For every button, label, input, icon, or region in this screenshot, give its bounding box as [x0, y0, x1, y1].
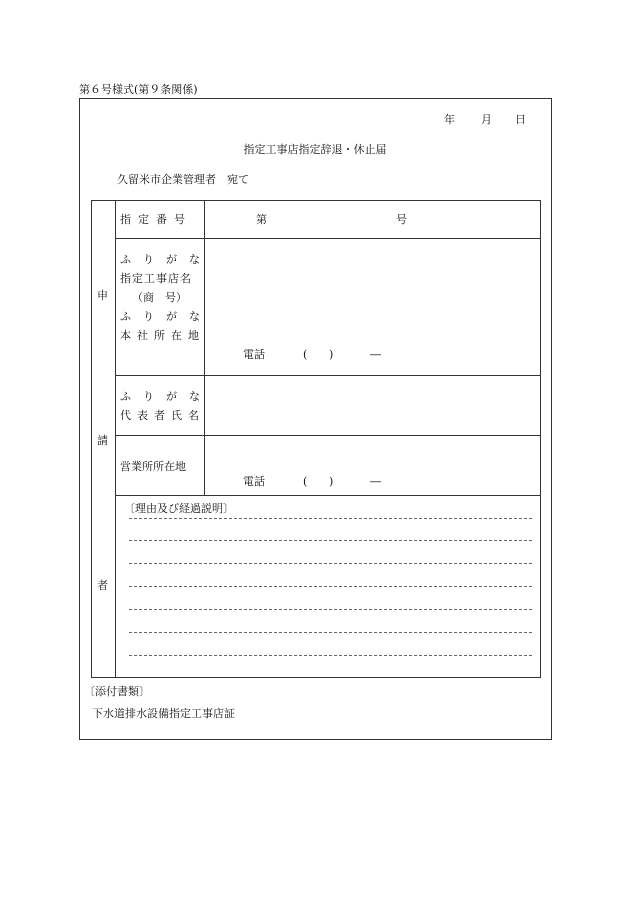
- applicant-column-divider: [115, 200, 116, 678]
- table-left-border: [91, 200, 92, 678]
- head-office-phone-dash: ―: [370, 348, 381, 361]
- applicant-label-char-2: 請: [97, 434, 108, 447]
- branch-office-phone-dash: ―: [370, 475, 381, 488]
- attachments-item: 下水道排水設備指定工事店証: [92, 707, 235, 720]
- reason-line-7[interactable]: [129, 655, 532, 656]
- document-title: 指定工事店指定辞退・休止届: [243, 143, 387, 156]
- branch-office-phone-paren-open: (: [303, 475, 308, 488]
- reason-line-4[interactable]: [129, 586, 532, 587]
- head-office-phone-paren-close: ): [329, 348, 334, 361]
- addressee: 久留米市企業管理者 宛て: [117, 173, 249, 186]
- date-day: 日: [515, 113, 526, 126]
- applicant-label-char-1: 申: [97, 289, 108, 302]
- branch-office-phone-label: 電話: [243, 475, 265, 488]
- designation-number-label: 指定番号: [120, 213, 192, 226]
- label-column-divider: [204, 200, 205, 496]
- head-office-phone-paren-open: (: [303, 348, 308, 361]
- date-month: 月: [481, 113, 492, 126]
- shop-name-furigana: ふりがな: [120, 253, 212, 266]
- reason-line-3[interactable]: [129, 563, 532, 564]
- reason-line-1[interactable]: [129, 518, 532, 519]
- representative-label: 代表者氏名: [120, 409, 205, 422]
- reason-line-5[interactable]: [129, 609, 532, 610]
- representative-field[interactable]: [210, 382, 535, 430]
- branch-office-phone-paren-close: ): [329, 475, 334, 488]
- row-divider-3: [115, 435, 541, 436]
- representative-furigana: ふりがな: [120, 390, 212, 403]
- reason-line-6[interactable]: [129, 632, 532, 633]
- table-right-border: [540, 200, 541, 678]
- form-number: 第６号様式(第９条関係): [79, 83, 198, 96]
- reason-line-2[interactable]: [129, 540, 532, 541]
- head-office-furigana: ふりがな: [120, 310, 212, 323]
- date-year: 年: [444, 113, 455, 126]
- shop-name-label: 指定工事店名: [120, 272, 192, 285]
- designation-number-field[interactable]: [270, 206, 390, 230]
- row-divider-2: [115, 375, 541, 376]
- table-bottom-border: [91, 677, 541, 678]
- head-office-phone-label: 電話: [243, 348, 265, 361]
- applicant-label-char-3: 者: [97, 579, 108, 592]
- attachments-label: 〔添付書類〕: [84, 685, 150, 698]
- row-divider-1: [115, 238, 541, 239]
- branch-office-field[interactable]: [210, 442, 535, 472]
- designation-number-prefix: 第: [256, 213, 267, 226]
- designation-number-suffix: 号: [396, 213, 407, 226]
- head-office-label: 本社所在地: [120, 329, 205, 342]
- table-top-border: [91, 200, 541, 201]
- shop-name-field[interactable]: [210, 244, 535, 334]
- row-divider-4: [115, 495, 541, 496]
- branch-office-label: 営業所所在地: [120, 460, 186, 473]
- reason-label: 〔理由及び経過説明〕: [124, 502, 234, 515]
- shop-name-sub-label: （商 号）: [132, 291, 187, 304]
